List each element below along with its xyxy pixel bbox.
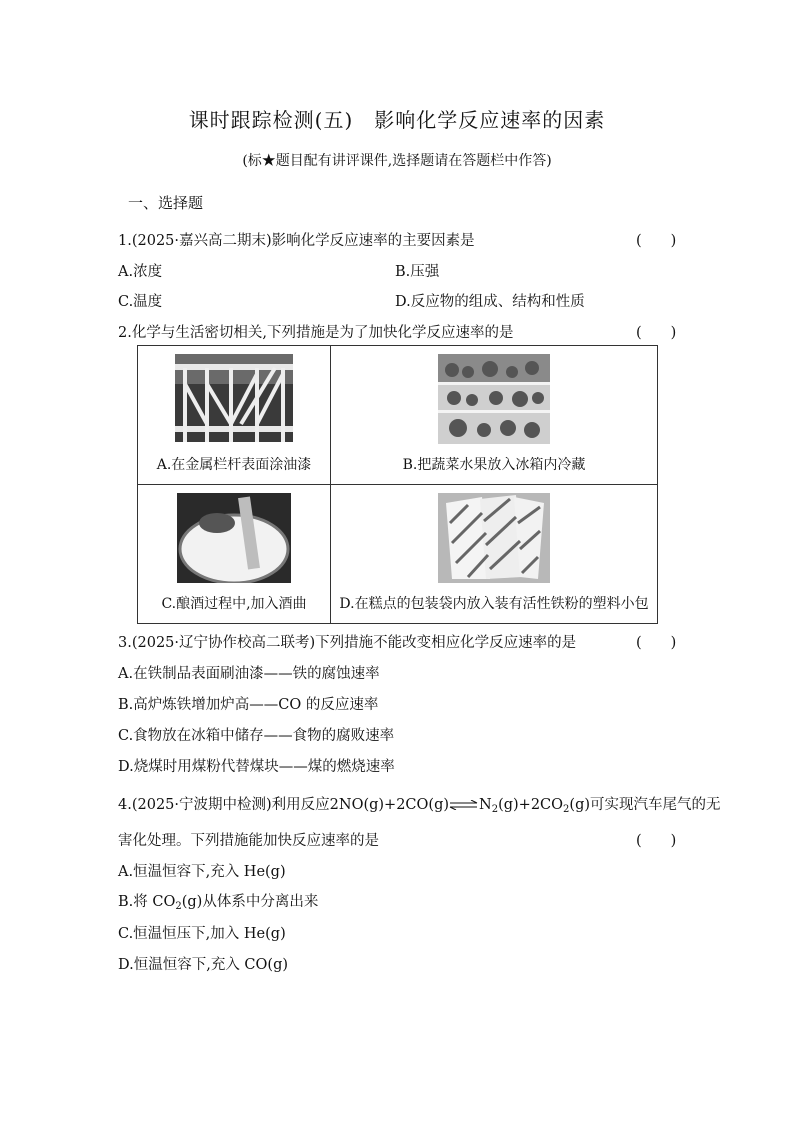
packets-photo xyxy=(438,493,550,583)
q4-co2-subscript: 2 xyxy=(563,804,570,815)
section-heading: 一、选择题 xyxy=(128,194,204,212)
answer-paren-2: ( ) xyxy=(636,325,677,341)
q2-cell-a xyxy=(138,346,330,484)
q1-option-d: D.反应物的组成、结构和性质 xyxy=(395,294,585,310)
q4-option-b-subscript: 2 xyxy=(175,901,182,912)
answer-paren-4: ( ) xyxy=(636,833,677,849)
q4-option-b-start: B.将 CO xyxy=(118,894,176,910)
q2-caption-d: D.在糕点的包装袋内放入装有活性铁粉的塑料小包 xyxy=(339,596,649,612)
q3-option-d: D.烧煤时用煤粉代替煤块——煤的燃烧速率 xyxy=(118,759,395,775)
question-4-stem-line2: 害化处理。下列措施能加快反应速率的是 xyxy=(118,833,379,849)
q4-n2: N xyxy=(479,797,492,813)
q1-option-b: B.压强 xyxy=(395,264,440,280)
question-1-stem: 1.(2025·嘉兴高二期末)影响化学反应速率的主要因素是 xyxy=(118,233,475,249)
q4-stem-end: (g)可实现汽车尾气的无 xyxy=(569,797,721,813)
fridge-photo xyxy=(438,354,550,444)
page-title: 课时跟踪检测(五) 影响化学反应速率的因素 xyxy=(188,108,606,132)
q4-stem-mid: (g)+2CO xyxy=(498,797,564,813)
page-subtitle: (标★题目配有讲评课件,选择题请在答题栏中作答) xyxy=(242,153,552,169)
q3-option-b: B.高炉炼铁增加炉高——CO 的反应速率 xyxy=(118,697,379,713)
q4-option-b-end: (g)从体系中分离出来 xyxy=(181,894,319,910)
q2-caption-b: B.把蔬菜水果放入冰箱内冷藏 xyxy=(402,457,586,473)
q2-caption-c: C.酿酒过程中,加入酒曲 xyxy=(161,596,307,612)
brewing-photo xyxy=(177,493,291,583)
q2-cell-b xyxy=(331,346,657,484)
answer-paren-1: ( ) xyxy=(636,233,677,249)
q3-option-c: C.食物放在冰箱中储存——食物的腐败速率 xyxy=(118,728,395,744)
q4-option-c: C.恒温恒压下,加入 He(g) xyxy=(118,926,286,942)
railing-photo xyxy=(175,354,293,442)
answer-paren-3: ( ) xyxy=(636,635,677,651)
question-3-stem: 3.(2025·辽宁协作校高二联考)下列措施不能改变相应化学反应速率的是 xyxy=(118,635,577,651)
q2-image-grid xyxy=(137,345,658,624)
q3-option-a: A.在铁制品表面刷油漆——铁的腐蚀速率 xyxy=(118,666,380,682)
q2-caption-a: A.在金属栏杆表面涂油漆 xyxy=(156,457,312,473)
q4-stem-start: 4.(2025·宁波期中检测)利用反应2NO(g)+2CO(g) xyxy=(118,797,450,813)
question-4-stem xyxy=(118,793,721,815)
q4-option-a: A.恒温恒容下,充入 He(g) xyxy=(118,864,286,880)
question-2-stem: 2.化学与生活密切相关,下列措施是为了加快化学反应速率的是 xyxy=(118,325,514,341)
q1-option-c: C.温度 xyxy=(118,294,163,310)
q4-option-b xyxy=(118,890,318,912)
q4-option-d: D.恒温恒容下,充入 CO(g) xyxy=(118,957,289,973)
q1-option-a: A.浓度 xyxy=(118,264,163,280)
q4-n2-subscript: 2 xyxy=(491,804,499,815)
q2-cell-d xyxy=(331,485,657,623)
equilibrium-arrow-icon xyxy=(449,798,479,808)
q2-cell-c xyxy=(138,485,330,623)
